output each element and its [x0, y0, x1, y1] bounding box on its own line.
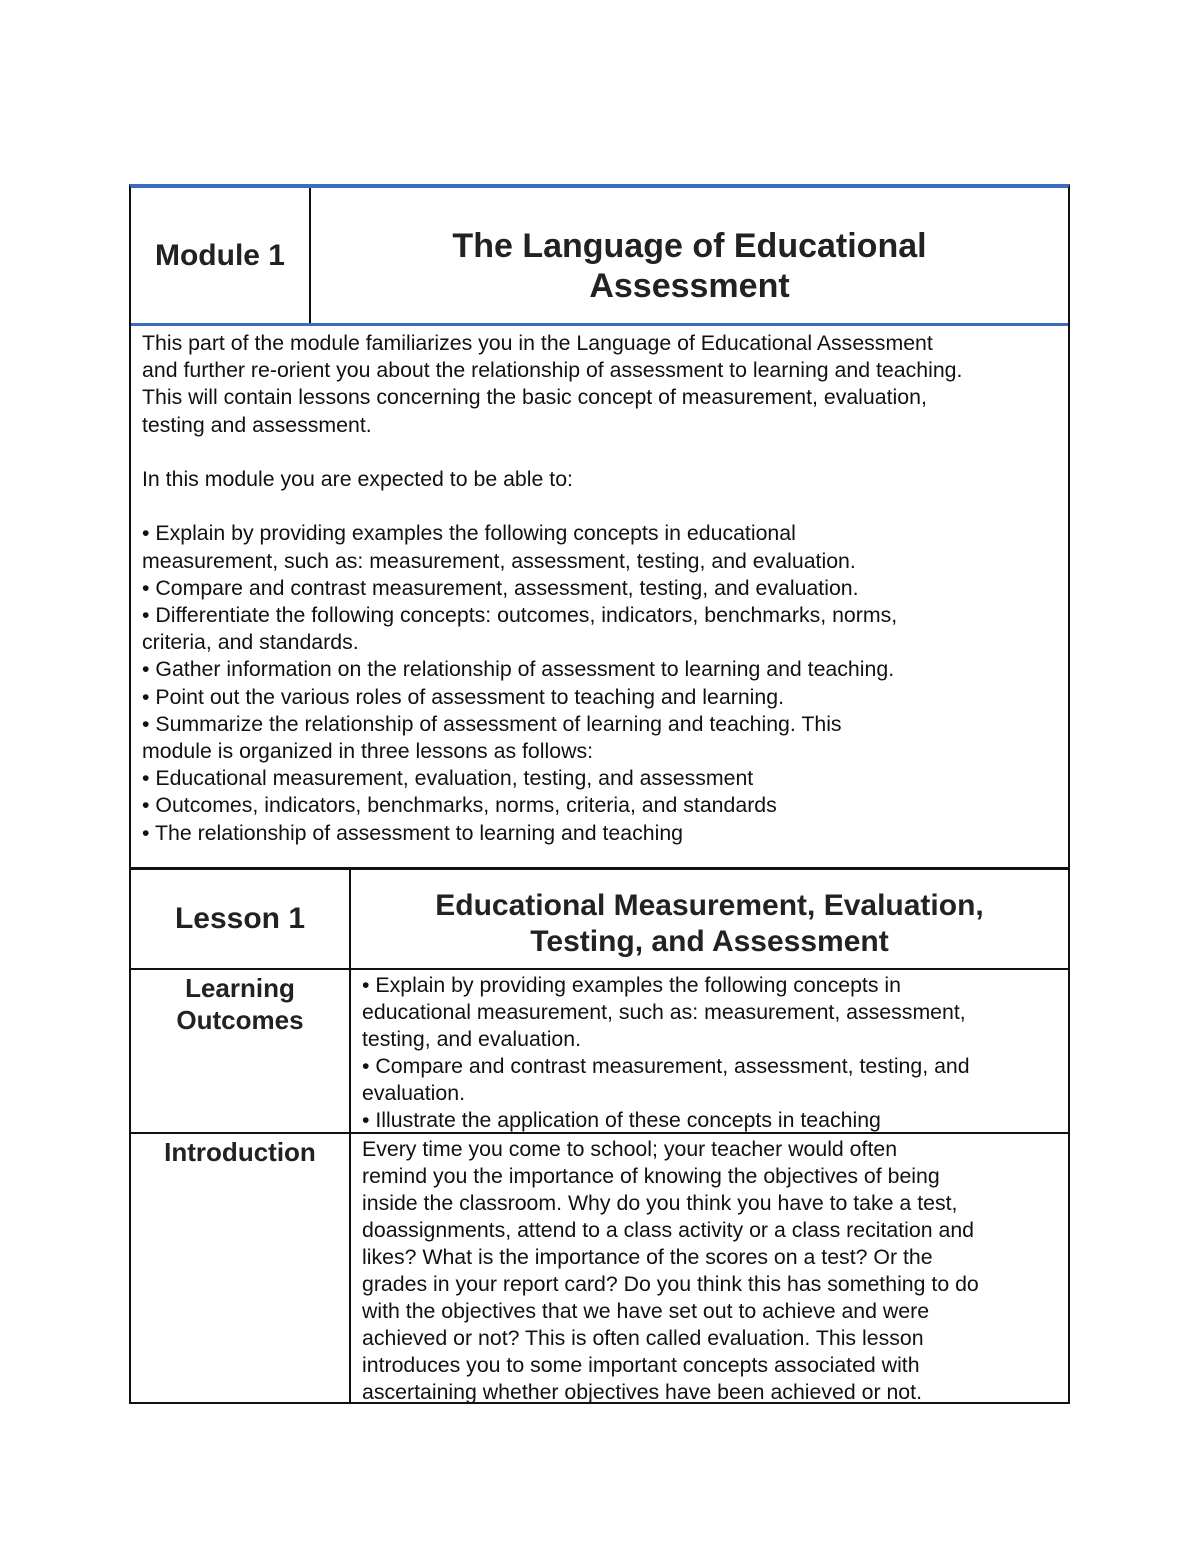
module-objective-line: • Outcomes, indicators, benchmarks, norms, criteria, and standards — [142, 793, 777, 818]
module-objective-line: • The relationship of assessment to learning and teaching — [142, 820, 684, 845]
module-intro-line: This will contain lessons concerning the basic concept of measurement, evaluation, — [142, 385, 927, 410]
module-header-row — [131, 188, 1068, 326]
module-objective-line: • Summarize the relationship of assessment of learning and teaching. This — [142, 711, 842, 736]
introduction-line: Every time you come to school; your teacher would often — [362, 1137, 898, 1161]
introduction-line: achieved or not? This is often called evaluation. This lesson — [362, 1326, 924, 1350]
module-title: The Language of Educational Assessment — [452, 226, 927, 305]
introduction-line: remind you the importance of knowing the objectives of being — [362, 1164, 940, 1188]
module-number: Module 1 — [131, 188, 311, 323]
outcome-line: • Explain by providing examples the following concepts in — [362, 973, 901, 997]
introduction-line: likes? What is the importance of the scores on a test? Or the — [362, 1245, 933, 1269]
lesson-title-cell — [351, 870, 1068, 968]
learning-outcomes-label-cell — [131, 970, 351, 1132]
module-objective-line: module is organized in three lessons as follows: — [142, 739, 594, 764]
module-overview-box — [129, 184, 1070, 869]
lesson-header-row — [131, 870, 1068, 970]
lesson-table — [129, 868, 1070, 1404]
module-objective-line: • Educational measurement, evaluation, testing, and assessment — [142, 766, 754, 791]
module-description — [142, 330, 1060, 847]
outcome-line: testing, and evaluation. — [362, 1027, 582, 1051]
module-intro-line: and further re-orient you about the relationship of assessment to learning and teaching. — [142, 358, 963, 383]
outcome-line: • Compare and contrast measurement, assessment, testing, and — [362, 1054, 970, 1078]
module-expected-line: In this module you are expected to be able to: — [142, 467, 573, 491]
lesson-title: Educational Measurement, Evaluation, Testing, and Assessment — [435, 889, 984, 958]
introduction-content — [351, 1134, 1068, 1404]
module-objective-line: criteria, and standards. — [142, 630, 359, 655]
paragraph-gap — [142, 439, 1060, 466]
lesson-number: Lesson 1 — [131, 870, 351, 968]
learning-outcomes-content — [351, 970, 1068, 1132]
paragraph-gap — [142, 493, 1060, 520]
module-objective-line: • Differentiate the following concepts: outcomes, indicators, benchmarks, norms, — [142, 603, 898, 627]
introduction-line: grades in your report card? Do you think this has something to do — [362, 1272, 979, 1296]
outcome-line: evaluation. — [362, 1081, 466, 1105]
module-objective-line: • Point out the various roles of assessment to teaching and learning. — [142, 684, 785, 709]
module-title-cell — [311, 188, 1068, 323]
introduction-line: introduces you to some important concepts associated with — [362, 1353, 920, 1377]
outcome-line: educational measurement, such as: measurement, assessment, — [362, 1000, 966, 1024]
module-objective-line: • Compare and contrast measurement, assessment, testing, and evaluation. — [142, 575, 859, 600]
introduction-row — [131, 1134, 1068, 1404]
module-intro-line: This part of the module familiarizes you in the Language of Educational Assessment — [142, 331, 933, 355]
learning-outcomes-label: Learning Outcomes — [176, 973, 304, 1035]
module-objective-line: • Explain by providing examples the following concepts in educational — [142, 521, 796, 546]
introduction-line: inside the classroom. Why do you think you have to take a test, — [362, 1191, 958, 1215]
module-objective-line: • Gather information on the relationship of assessment to learning and teaching. — [142, 657, 895, 682]
learning-outcomes-row — [131, 970, 1068, 1134]
module-objective-line: measurement, such as: measurement, assessment, testing, and evaluation. — [142, 548, 856, 573]
module-intro-line: testing and assessment. — [142, 412, 372, 437]
introduction-line: with the objectives that we have set out to achieve and were — [362, 1299, 930, 1323]
introduction-label: Introduction — [131, 1134, 351, 1404]
outcome-line: • Illustrate the application of these concepts in teaching — [362, 1108, 881, 1132]
introduction-line: ascertaining whether objectives have been achieved or not. — [362, 1380, 922, 1404]
introduction-line: doassignments, attend to a class activity or a class recitation and — [362, 1218, 975, 1242]
